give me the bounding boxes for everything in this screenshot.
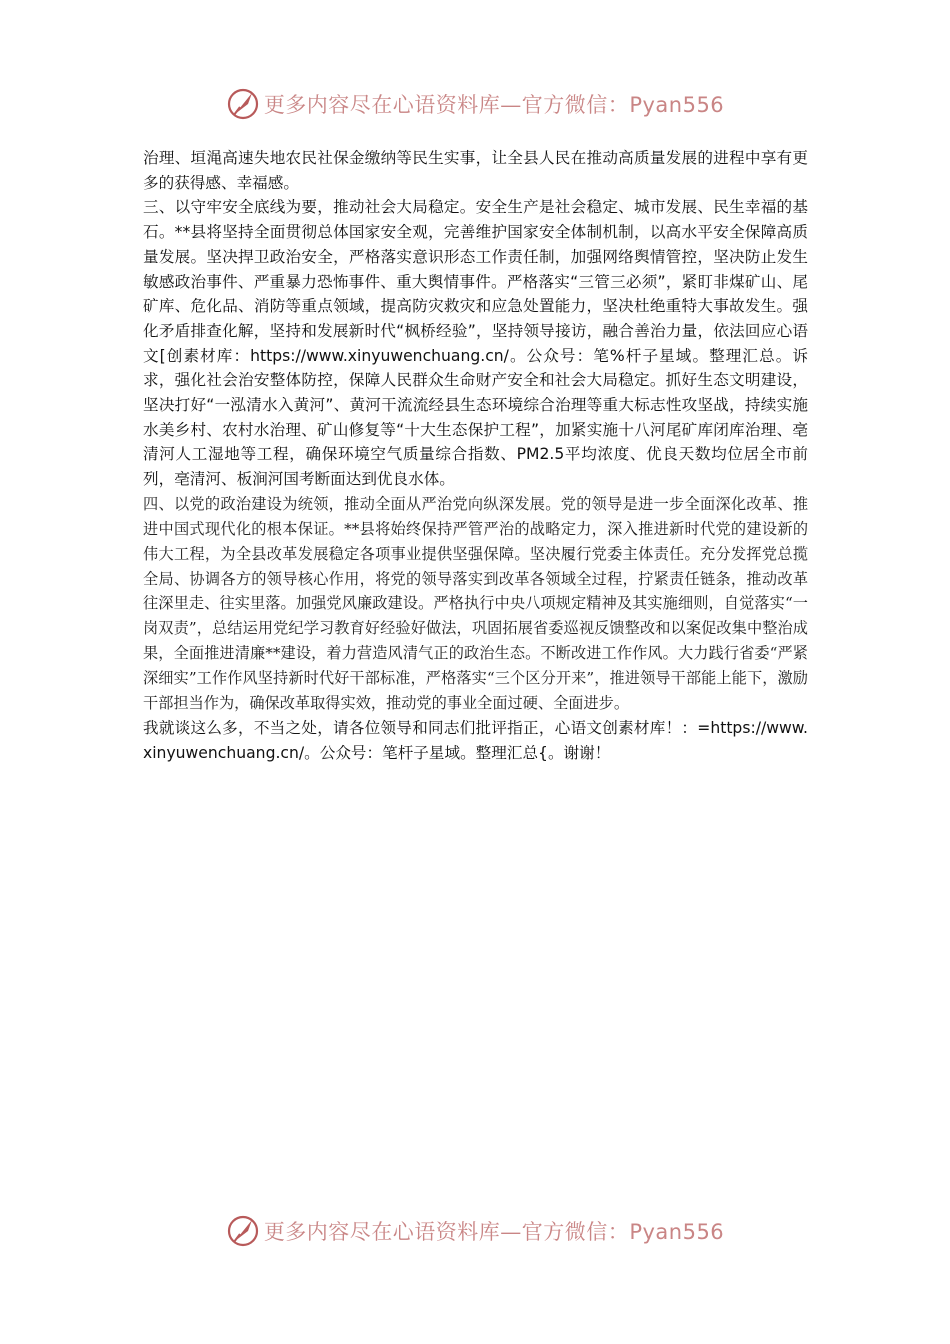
- paragraph-2: 三、以守牢安全底线为要，推动社会大局稳定。安全生产是社会稳定、城市发展、民生幸福的基石。**县将坚持全面贯彻总体国家安全观，完善维护国家安全体制机制，以高水平安全保障高质量发展。坚决捍卫政治安全，严格落实意识形态工作责任制，加强网络舆情管控，坚决防止发生敏感政治事件、严重暴力恐怖事件、重大舆情事件。严格落实“三管三必须”，紧盯非煤矿山、尾矿库、危化品、消防等重点领域，提高防灾救灾和应急处置能力，坚决杜绝重特大事故发生。强化矛盾排查化解，坚持和发展新时代“枫桥经验”，坚持领导接访，融合善治力量，依法回应心语文[创素材库：https://www.xinyuwenchuang.cn/。公众号：笔%杆子星域。整理汇总。诉求，强化社会治安整体防控，保障人民群众生命财产安全和社会大局稳定。抓好生态文明建设，坚决打好“一泓清水入黄河”、黄河干流流经县生态环境综合治理等重大标志性攻坚战，持续实施水美乡村、农村水治理、矿山修复等“十大生态保护工程”，加紧实施十八河尾矿库闭库治理、亳清河人工湿地等工程，确保环境空气质量综合指数、PM2.5平均浓度、优良天数均位居全市前列，亳清河、板涧河国考断面达到优良水体。: [143, 198, 808, 489]
- wechat-id: Pyan556: [629, 93, 725, 117]
- banner-text: 更多内容尽在心语资料库—官方微信：Pyan556: [263, 1220, 725, 1244]
- paragraph-3: 四、以党的政治建设为统领，推动全面从严治党向纵深发展。党的领导是进一步全面深化改革、推进中国式现代化的根本保证。**县将始终保持严管严治的战略定力，深入推进新时代党的建设新的伟大工程，为全县改革发展稳定各项事业提供坚强保障。坚决履行党委主体责任。充分发挥党总揽全局、协调各方的领导核心作用，将党的领导落实到改革各领域全过程，拧紧责任链条，推动改革往深里走、往实里落。加强党风廉政建设。严格执行中央八项规定精神及其实施细则，自觉落实“一岗双责”，总结运用党纪学习教育好经验好做法，巩固拓展省委巡视反馈整改和以案促改集中整治成果，全面推进清廉**建设，着力营造风清气正的政治生态。不断改进工作作风。大力践行省委“严紧深细实”工作作风坚持新时代好干部标准，严格落实“三个区分开来”，推进领导干部能上能下，激励干部担当作为，确保改革取得实效，推动党的事业全面过硬、全面进步。: [143, 494, 808, 713]
- banner-text: 更多内容尽在心语资料库—官方微信：Pyan556: [263, 93, 725, 117]
- document-body: [143, 146, 808, 765]
- quill-logo-icon: [226, 87, 260, 121]
- footer-banner: [0, 1211, 950, 1251]
- wechat-id: Pyan556: [629, 1220, 725, 1244]
- paragraph-4: 我就谈这么多，不当之处，请各位领导和同志们批评指正，心语文创素材库！：=https://www.xinyuwenchuang.cn/。公众号：笔杆子星域。整理汇总{。谢谢！: [143, 719, 808, 762]
- quill-logo-icon: [226, 1214, 260, 1248]
- paragraph-1: 治理、垣渑高速失地农民社保金缴纳等民生实事，让全县人民在推动高质量发展的进程中享有更多的获得感、幸福感。: [143, 149, 808, 192]
- header-banner: [0, 84, 950, 124]
